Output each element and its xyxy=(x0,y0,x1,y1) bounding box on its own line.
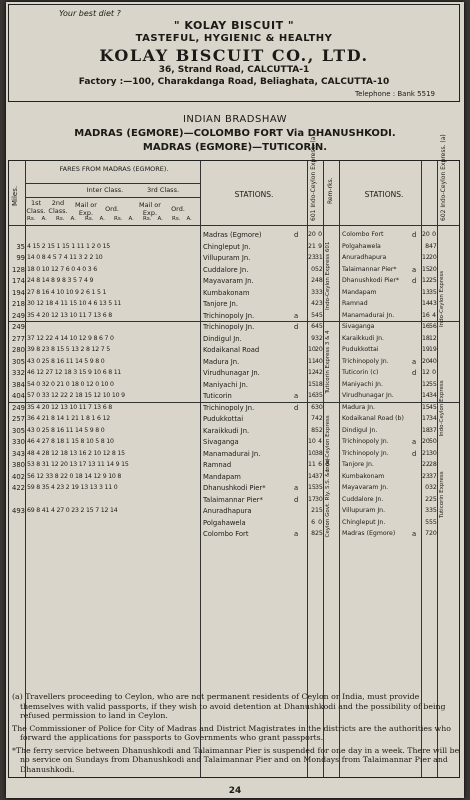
row-hour: 6 xyxy=(311,518,315,526)
row-fares: 46 12 27 12 18 3 15 9 10 6 8 11 xyxy=(27,369,122,376)
row-minute: 4 xyxy=(432,311,436,319)
row-hour: 16 xyxy=(308,392,316,399)
row-minute: 0 xyxy=(318,231,322,238)
row-hour: 3 xyxy=(425,507,429,514)
row-miles: 174 xyxy=(12,277,25,285)
row-arr-dep: d xyxy=(412,277,417,285)
row-hour: 23 xyxy=(308,254,316,261)
row-miles: 384 xyxy=(12,380,25,389)
row-minute: 45 xyxy=(315,323,323,330)
row-hour: 17 xyxy=(422,415,430,422)
row-fares: 57 0 33 12 22 2 18 15 12 10 10 9 xyxy=(27,392,125,399)
row-minute: 9 xyxy=(318,242,322,250)
row-minute: 40 xyxy=(315,357,323,365)
row-miles: 257 xyxy=(12,415,25,423)
first-class-header: 1st Class. xyxy=(26,199,46,215)
fare-unit-label: Rs. xyxy=(143,216,152,222)
row-station: Colombo Fort xyxy=(203,530,249,538)
row-hour: 20 xyxy=(422,438,430,445)
row-minute: 20 xyxy=(429,530,437,537)
row-minute: 18 xyxy=(315,380,323,388)
row-station: Trichinopoly Jn. xyxy=(342,438,389,445)
page xyxy=(6,2,464,798)
row-station: Karaikkudi Jn. xyxy=(342,334,385,342)
row-hour: 4 xyxy=(311,300,315,307)
row-station: Dhanushkodi Pier* xyxy=(203,484,266,492)
row-hour: 8 xyxy=(311,426,315,434)
miles-header: Miles. xyxy=(11,185,19,207)
row-hour: 20 xyxy=(308,231,316,238)
row-miles: 422 xyxy=(12,484,25,492)
row-hour: 2 xyxy=(425,495,429,503)
row-station: Manamadurai Jn. xyxy=(342,311,395,319)
inter-ord-header: Ord. xyxy=(105,205,119,213)
row-minute: 45 xyxy=(315,311,323,319)
row-arr-dep: a xyxy=(412,438,417,446)
row-hour: 0 xyxy=(311,265,315,273)
row-arr-dep: a xyxy=(294,392,299,400)
row-station: Madura Jn. xyxy=(342,403,375,411)
row-minute: 42 xyxy=(315,369,323,376)
row-minute: 34 xyxy=(429,392,437,399)
note-ferry: *The ferry service between Dhanushkodi and Talaimannar Pier is suspended for one day in a week. There will be no service on Sundays from Dhanushkodi and Talaimannar Pier and on Mondays from Talaimannar Pier and Dhanushkodi. xyxy=(12,745,460,774)
row-fares: 18 0 10 12 7 6 0 4 0 3 6 xyxy=(27,265,97,273)
note-commissioner: The Commissioner of Police for City of Madras and District Magistrates in the districts are the authorities who forward the applications for passports to Governments who grant passports. xyxy=(12,723,451,742)
row-minute: 34 xyxy=(429,415,437,422)
row-minute: 33 xyxy=(315,288,323,296)
row-minute: 0 xyxy=(318,518,322,526)
remarks-group-label: Indo-Ceylon Express 601 xyxy=(325,241,331,311)
row-station: Tanjore Jn. xyxy=(342,461,374,468)
row-station: Trichinopoly Jn. xyxy=(203,403,255,412)
row-minute: 30 xyxy=(315,495,323,503)
page-number: 24 xyxy=(228,786,242,796)
third-mail-header: Mail or Exp. xyxy=(139,201,161,217)
row-minute: 52 xyxy=(315,265,323,273)
row-arr-dep: d xyxy=(294,231,299,239)
row-station: Sivaganga xyxy=(342,323,375,330)
row-hour: 21 xyxy=(422,449,430,457)
row-hour: 15 xyxy=(422,403,430,411)
row-hour: 14 xyxy=(422,392,430,399)
second-class-header: 2nd Class. xyxy=(48,199,68,215)
fares-header: FARES FROM MADRAS (EGMORE). xyxy=(59,165,169,173)
row-miles: 343 xyxy=(12,449,25,458)
row-minute: 25 xyxy=(315,530,323,537)
row-minute: 31 xyxy=(315,254,323,261)
row-minute: 35 xyxy=(429,288,437,296)
row-station: Talaimannar Pier* xyxy=(203,495,263,504)
row-hour: 3 xyxy=(311,288,315,296)
row-hour: 11 xyxy=(308,461,316,468)
row-station: Dhanushkodi Pier* xyxy=(342,277,399,284)
row-hour: 11 xyxy=(308,357,316,365)
row-station: Villupuram Jn. xyxy=(203,254,251,262)
row-miles: 305 xyxy=(12,426,25,435)
ad-brand-line: " KOLAY BISCUIT " xyxy=(173,19,295,32)
row-hour: 0 xyxy=(425,484,429,491)
row-station: Dindigul Jn. xyxy=(342,426,378,434)
row-fares: 48 4 28 12 18 13 16 2 10 12 8 15 xyxy=(27,449,125,457)
row-miles: 277 xyxy=(12,334,25,343)
row-minute: 20 xyxy=(315,346,323,353)
advertisement-box xyxy=(8,4,460,102)
fare-unit-label: Rs. xyxy=(85,216,94,222)
fare-unit-label: A. xyxy=(128,216,134,222)
row-minute: 50 xyxy=(429,438,437,445)
row-hour: 16 xyxy=(422,323,430,330)
row-minute: 48 xyxy=(315,277,323,284)
row-hour: 13 xyxy=(422,288,430,296)
row-minute: 20 xyxy=(429,265,437,273)
row-station: Polgahawela xyxy=(342,242,381,250)
row-minute: 55 xyxy=(429,518,437,526)
row-minute: 0 xyxy=(432,369,436,376)
row-hour: 9 xyxy=(311,334,315,342)
row-station: Villupuram Jn. xyxy=(342,507,386,514)
row-miles: 249 xyxy=(12,403,25,412)
row-miles: 332 xyxy=(12,369,25,377)
row-minute: 28 xyxy=(429,461,437,468)
row-minute: 35 xyxy=(315,392,323,399)
fare-unit-label: A. xyxy=(157,216,163,222)
row-station: Sivaganga xyxy=(203,438,239,446)
row-arr-dep: a xyxy=(412,265,417,274)
row-station: Kumbakonam xyxy=(342,472,385,480)
remarks-header: Rem-rks. xyxy=(327,177,334,205)
row-miles: 305 xyxy=(12,357,25,366)
row-hour: 21 xyxy=(308,242,316,250)
ad-factory: Factory :—100, Charakdanga Road, Beliaghata, CALCUTTA-10 xyxy=(78,77,390,87)
row-hour: 12 xyxy=(308,369,316,376)
left-stations-header: STATIONS. xyxy=(234,190,274,199)
row-minute: 47 xyxy=(429,242,437,250)
row-miles: 249 xyxy=(12,311,25,320)
row-minute: 12 xyxy=(429,334,437,342)
row-minute: 30 xyxy=(315,403,323,411)
row-miles: 330 xyxy=(12,438,25,446)
row-arr-dep: a xyxy=(294,484,299,492)
row-station: Mandapam xyxy=(342,288,377,296)
row-hour: 2 xyxy=(311,507,315,514)
row-fares: 56 12 33 8 22 0 18 14 12 9 10 8 xyxy=(27,472,122,480)
publication-title: INDIAN BRADSHAW xyxy=(182,114,288,125)
row-hour: 8 xyxy=(425,242,429,250)
row-minute: 0 xyxy=(432,231,436,238)
note-passports: (a) Travellers proceeding to Ceylon, who are not permanent residents of Ceylon or India, must provide themselves with valid passports, if they wish to avoid detention at Dhanushkodi and the possibility of being refused permission to land in Ceylon. xyxy=(12,692,446,720)
remarks-group-label: Tuticorin Express 3 & 4 xyxy=(325,330,331,394)
row-hour: 20 xyxy=(422,231,430,238)
row-minute: 4 xyxy=(318,438,322,445)
row-minute: 40 xyxy=(429,357,437,365)
row-hour: 15 xyxy=(308,484,316,491)
inter-mail-header: Mail or Exp. xyxy=(75,201,97,217)
row-minute: 56 xyxy=(429,323,437,330)
row-fares: 43 0 25 8 16 11 14 5 9 8 0 xyxy=(27,426,105,434)
row-fares: 14 0 8 4 5 7 4 11 3 2 2 10 xyxy=(27,254,103,261)
row-arr-dep: a xyxy=(412,530,417,538)
row-hour: 6 xyxy=(311,323,315,330)
row-arr-dep: a xyxy=(412,357,417,366)
row-hour: 7 xyxy=(311,415,315,422)
row-fares: 30 12 18 4 11 15 10 4 6 13 5 11 xyxy=(27,300,122,307)
row-hour: 10 xyxy=(308,438,316,445)
row-miles: 218 xyxy=(12,300,25,308)
row-miles: 194 xyxy=(12,288,25,297)
section-divider xyxy=(9,321,459,322)
row-minute: 25 xyxy=(429,277,437,284)
row-minute: 35 xyxy=(315,484,323,491)
row-station: Madras (Egmore) xyxy=(203,231,262,239)
row-hour: 10 xyxy=(308,346,316,353)
row-station: Trichinopoly Jn. xyxy=(342,449,389,457)
row-miles: 249 xyxy=(12,323,25,331)
row-station: Trichinopoly Jn. xyxy=(342,357,389,365)
row-arr-dep: d xyxy=(412,231,417,239)
row-minute: 19 xyxy=(429,346,437,353)
row-arr-dep: d xyxy=(294,403,299,412)
ad-company-name: KOLAY BISCUIT CO., LTD. xyxy=(99,46,369,65)
train-601-header: 601 Indo-Ceylon Express. (a) xyxy=(310,134,317,221)
row-arr-dep: a xyxy=(294,530,299,538)
route-title-1: MADRAS (EGMORE)—COLOMBO FORT Via DHANUSHKODI. xyxy=(74,128,396,139)
row-station: Kumbakonam xyxy=(203,288,250,297)
row-station: Virudhunagar Jn. xyxy=(342,392,394,399)
row-station: Madura Jn. xyxy=(203,357,240,366)
row-station: Anuradhapura xyxy=(203,507,252,515)
row-hour: 16 xyxy=(422,311,430,319)
fare-unit-label: A. xyxy=(70,216,76,222)
row-minute: 38 xyxy=(315,449,323,457)
row-fares: 53 8 31 12 20 13 17 13 11 14 9 15 xyxy=(27,461,129,468)
fare-unit-label: A. xyxy=(186,216,192,222)
row-minute: 52 xyxy=(315,426,323,434)
row-hour: 12 xyxy=(422,254,430,261)
right-group-label: Indo-Ceylon Express xyxy=(439,380,445,437)
fare-unit-label: Rs. xyxy=(172,216,181,222)
row-station: Cuddalore Jn. xyxy=(203,265,249,274)
ad-telephone: Telephone : Bank 5519 xyxy=(355,90,435,98)
row-station: Madras (Egmore) xyxy=(342,530,396,537)
row-miles: 99 xyxy=(16,254,25,262)
row-fares: 35 4 20 12 13 10 11 7 13 6 8 xyxy=(27,311,112,319)
row-fares: 4 15 2 15 1 15 1 11 1 2 0 15 xyxy=(27,242,110,250)
row-station: Talaimannar Pier* xyxy=(342,265,397,273)
row-minute: 43 xyxy=(429,300,437,307)
section-divider xyxy=(9,402,459,403)
row-station: Trichinopoly Jn. xyxy=(203,323,255,331)
row-station: Maniyachi Jn. xyxy=(203,380,248,389)
row-hour: 10 xyxy=(308,449,316,457)
train-602-header: 602 Indo-Ceylon Express. (a) xyxy=(440,134,447,221)
row-hour: 23 xyxy=(422,472,430,480)
row-fares: 59 8 35 4 23 2 19 13 13 3 11 0 xyxy=(27,484,118,491)
row-hour: 8 xyxy=(311,530,315,537)
row-fares: 54 0 32 0 21 0 18 0 12 0 10 0 xyxy=(27,380,114,388)
inter-class-header: Inter Class. xyxy=(86,186,124,194)
row-fares: 37 12 22 4 14 10 12 9 8 6 7 0 xyxy=(27,334,114,342)
row-minute: 15 xyxy=(315,507,323,514)
row-miles: 35 xyxy=(16,242,25,251)
row-station: Mandapam xyxy=(203,472,241,481)
row-station: Pudukkottai xyxy=(342,346,379,353)
row-hour: 14 xyxy=(308,472,316,480)
third-class-header: 3rd Class. xyxy=(146,186,180,194)
row-fares: 39 8 23 8 15 5 13 2 8 12 7 5 xyxy=(27,346,110,353)
row-station: Karaikkudi Jn. xyxy=(203,426,250,435)
route-title-2: MADRAS (EGMORE)—TUTICORIN. xyxy=(142,142,328,153)
row-station: Kodaikanal Road (b) xyxy=(342,415,404,422)
right-group-label: Indo-Ceylon Express xyxy=(439,270,445,328)
right-group-label: Tuticorin Express xyxy=(439,471,445,518)
row-station: Maniyachi Jn. xyxy=(342,380,383,388)
row-miles: 128 xyxy=(12,265,25,274)
row-hour: 5 xyxy=(425,518,429,526)
fare-unit-label: A. xyxy=(41,216,47,222)
row-fares: 36 4 21 8 14 1 21 1 8 1 6 12 xyxy=(27,415,110,422)
row-minute: 20 xyxy=(429,254,437,261)
row-fares: 43 0 25 8 16 11 14 5 9 8 0 xyxy=(27,357,105,365)
row-minute: 23 xyxy=(315,300,323,307)
row-station: Manamadurai Jn. xyxy=(203,449,261,458)
row-station: Mayavaram Jn. xyxy=(203,277,254,285)
row-station: Chingleput Jn. xyxy=(203,242,251,251)
row-hour: 12 xyxy=(422,277,430,284)
footnotes xyxy=(10,692,460,777)
row-hour: 22 xyxy=(422,461,430,468)
row-arr-dep: a xyxy=(294,311,299,320)
fare-unit-label: A. xyxy=(99,216,105,222)
row-station: Dindigul Jn. xyxy=(203,334,242,343)
row-station: Ramnad xyxy=(203,461,232,469)
row-arr-dep: d xyxy=(412,369,417,377)
row-miles: 280 xyxy=(12,346,25,354)
ad-tagline: Your best diet ? xyxy=(59,9,121,18)
row-minute: 32 xyxy=(315,334,323,342)
row-minute: 30 xyxy=(429,449,437,457)
row-station: Kodaikanal Road xyxy=(203,346,260,354)
row-minute: 35 xyxy=(429,507,437,514)
row-station: Tuticorin (c) xyxy=(342,369,379,376)
row-minute: 37 xyxy=(429,472,437,480)
fare-unit-label: Rs. xyxy=(56,216,65,222)
row-hour: 14 xyxy=(422,300,430,307)
remarks-group-label: Ceylon Govt. Rly. S.S. &c. (a) xyxy=(325,458,331,538)
row-hour: 18 xyxy=(422,334,430,342)
row-hour: 15 xyxy=(308,380,316,388)
row-minute: 37 xyxy=(429,426,437,434)
row-miles: 402 xyxy=(12,472,25,481)
row-minute: 25 xyxy=(429,495,437,503)
row-station: Cuddalore Jn. xyxy=(342,495,384,503)
row-arr-dep: d xyxy=(412,449,417,458)
row-station: Tuticorin xyxy=(203,392,232,400)
row-hour: 18 xyxy=(422,426,430,434)
row-minute: 32 xyxy=(429,484,437,491)
row-fares: 46 4 27 8 18 1 15 8 10 5 8 10 xyxy=(27,438,114,445)
row-arr-dep: d xyxy=(294,495,299,504)
row-miles: 404 xyxy=(12,392,25,400)
remarks-group-label: Indo-Ceylon Express xyxy=(325,414,331,471)
row-hour: 15 xyxy=(422,265,430,273)
row-minute: 42 xyxy=(315,415,323,422)
row-station: Trichinopoly Jn. xyxy=(203,311,255,320)
row-hour: 5 xyxy=(311,311,315,319)
row-miles: 493 xyxy=(12,507,25,515)
row-fares: 69 8 41 4 27 0 23 2 15 7 12 14 xyxy=(27,507,118,514)
row-station: Tanjore Jn. xyxy=(203,300,239,308)
fare-unit-label: Rs. xyxy=(114,216,123,222)
row-miles: 380 xyxy=(12,461,25,469)
row-minute: 55 xyxy=(429,380,437,388)
row-hour: 20 xyxy=(422,357,430,365)
fare-unit-label: Rs. xyxy=(27,216,36,222)
row-station: Pudukkottai xyxy=(203,415,244,423)
row-minute: 37 xyxy=(315,472,323,480)
row-station: Virudhunagar Jn. xyxy=(203,369,260,377)
ad-slogan: TASTEFUL, HYGIENIC & HEALTHY xyxy=(135,33,333,44)
row-station: Ramnad xyxy=(342,300,368,307)
row-fares: 35 4 20 12 13 10 11 7 13 6 8 xyxy=(27,403,112,411)
row-hour: 2 xyxy=(311,277,315,284)
row-hour: 6 xyxy=(311,403,315,411)
row-station: Mayavaram Jn. xyxy=(342,484,389,491)
row-station: Anuradhapura xyxy=(342,254,387,261)
right-stations-header: STATIONS. xyxy=(364,190,404,199)
row-hour: 12 xyxy=(422,380,430,388)
row-fares: 27 8 16 4 10 10 9 2 6 1 5 1 xyxy=(27,288,107,296)
row-hour: 19 xyxy=(422,346,430,353)
row-station: Colombo Fort xyxy=(342,231,384,238)
row-arr-dep: d xyxy=(294,323,299,331)
ad-address: 36, Strand Road, CALCUTTA-1 xyxy=(158,65,310,75)
row-hour: 12 xyxy=(422,369,430,376)
row-fares: 24 8 14 8 9 8 3 5 7 4 9 xyxy=(27,277,94,284)
row-station: Polgahawela xyxy=(203,518,246,527)
row-hour: 17 xyxy=(308,495,316,503)
third-ord-header: Ord. xyxy=(171,205,185,213)
row-minute: 6 xyxy=(318,461,322,468)
row-station: Chingleput Jn. xyxy=(342,518,386,526)
row-minute: 45 xyxy=(429,403,437,411)
row-hour: 7 xyxy=(425,530,429,537)
